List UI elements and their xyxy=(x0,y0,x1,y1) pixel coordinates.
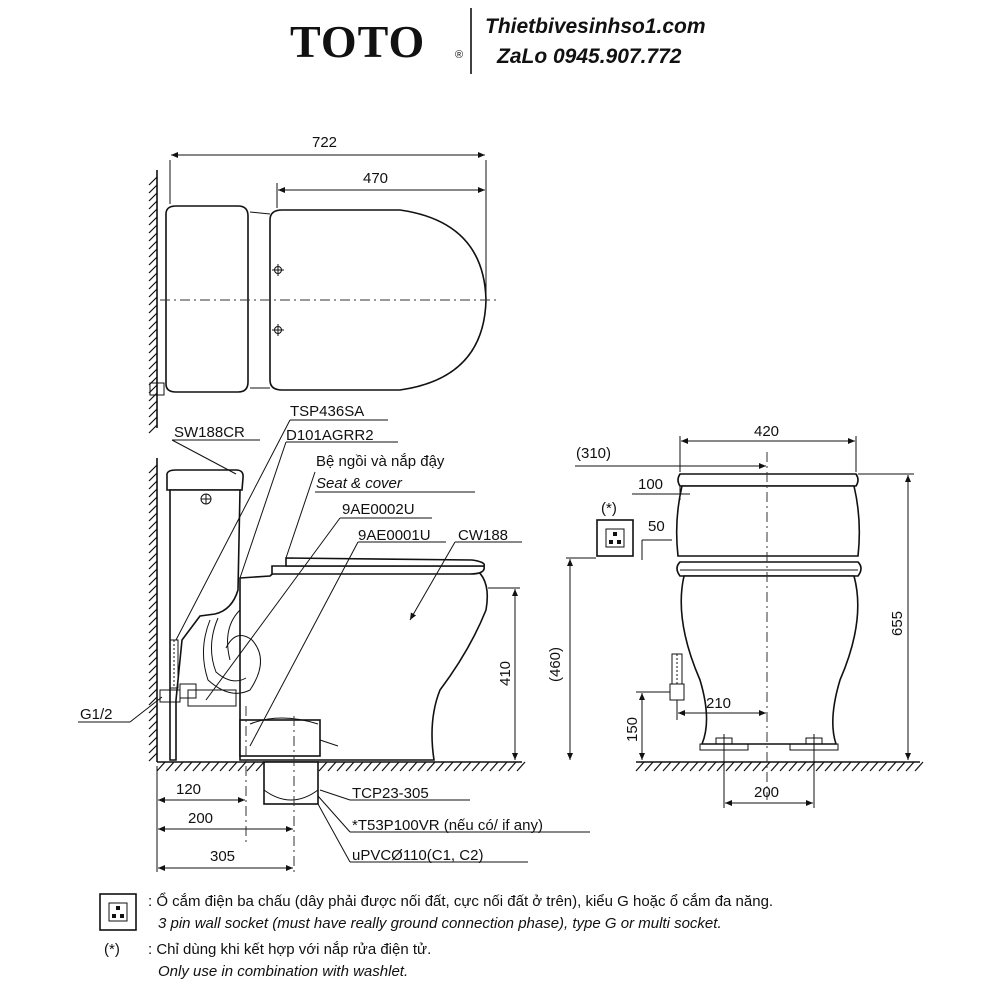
hatch-line xyxy=(149,201,157,209)
hatch-line xyxy=(490,762,498,771)
hatch-line xyxy=(771,762,779,771)
registered-mark: ® xyxy=(455,49,464,61)
hatch-line xyxy=(149,577,157,585)
note-socket-en: 3 pin wall socket (must have really ground connection phase), type G or multi socket. xyxy=(158,915,722,932)
dim-655: 655 xyxy=(889,610,906,636)
hatch-line xyxy=(409,762,417,771)
hatch-line xyxy=(149,529,157,537)
hatch-line xyxy=(149,401,157,409)
hatch-line xyxy=(149,289,157,297)
front-floor-hatch xyxy=(636,762,923,771)
front-tank-lid xyxy=(678,474,858,486)
label-asterisk: (*) xyxy=(601,500,617,517)
hatch-line xyxy=(328,762,336,771)
label-sw188cr: SW188CR xyxy=(174,424,245,441)
hatch-line xyxy=(843,762,851,771)
brand-logo: TOTO xyxy=(290,16,426,67)
dim-50: 50 xyxy=(648,518,665,535)
legend-notes xyxy=(100,892,773,980)
hatch-line xyxy=(149,729,157,737)
hatch-line xyxy=(906,762,914,771)
hatch-line xyxy=(149,321,157,329)
hatch-line xyxy=(149,513,157,521)
hatch-line xyxy=(636,762,644,771)
label-g12: G1/2 xyxy=(80,706,113,723)
dim-210: 210 xyxy=(706,695,732,712)
hatch-line xyxy=(229,762,237,771)
hatch-line xyxy=(149,297,157,305)
hatch-line xyxy=(149,665,157,673)
hatch-line xyxy=(149,425,157,433)
hatch-line xyxy=(346,762,354,771)
hatch-line xyxy=(220,762,228,771)
hatch-line xyxy=(798,762,806,771)
front-view xyxy=(547,423,923,808)
website-text: Thietbivesinhso1.com xyxy=(485,15,706,38)
hatch-line xyxy=(852,762,860,771)
hatch-line xyxy=(672,762,680,771)
side-cover xyxy=(286,558,484,566)
label-9ae0002u: 9AE0002U xyxy=(342,501,415,518)
hatch-line xyxy=(149,185,157,193)
hatch-line xyxy=(149,537,157,545)
hatch-line xyxy=(149,481,157,489)
hatch-line xyxy=(149,569,157,577)
header xyxy=(290,8,706,74)
hatch-line xyxy=(149,601,157,609)
hatch-line xyxy=(149,217,157,225)
hatch-line xyxy=(149,329,157,337)
hatch-line xyxy=(319,762,327,771)
hatch-line xyxy=(149,505,157,513)
label-upvc110: uPVCØ110(C1, C2) xyxy=(352,847,484,864)
hatch-line xyxy=(400,762,408,771)
hatch-line xyxy=(149,657,157,665)
hatch-line xyxy=(149,241,157,249)
hatch-line xyxy=(427,762,435,771)
hatch-line xyxy=(654,762,662,771)
top-tank xyxy=(166,206,248,392)
side-wall-hatch xyxy=(149,465,157,761)
legend-socket-icon xyxy=(100,894,136,930)
hatch-line xyxy=(149,345,157,353)
hatch-line xyxy=(149,593,157,601)
hatch-line xyxy=(175,762,183,771)
hatch-line xyxy=(834,762,842,771)
hatch-line xyxy=(149,313,157,321)
label-d101agrr2: D101AGRR2 xyxy=(286,427,374,444)
hatch-line xyxy=(149,281,157,289)
wall-socket-icon xyxy=(597,520,633,556)
side-outlet-adapter xyxy=(240,720,320,756)
label-9ae0001u: 9AE0001U xyxy=(358,527,431,544)
label-t53p100vr: *T53P100VR (nếu có/ if any) xyxy=(352,817,543,834)
hatch-line xyxy=(149,361,157,369)
hatch-line xyxy=(481,762,489,771)
hatch-line xyxy=(149,641,157,649)
hatch-line xyxy=(735,762,743,771)
zalo-text: ZaLo 0945.907.772 xyxy=(497,45,682,68)
hatch-line xyxy=(149,617,157,625)
hatch-line xyxy=(256,762,264,771)
hatch-line xyxy=(517,762,525,771)
hatch-line xyxy=(149,545,157,553)
hatch-line xyxy=(149,233,157,241)
hatch-line xyxy=(744,762,752,771)
dim-310: (310) xyxy=(576,445,612,462)
label-tcp23-305: TCP23-305 xyxy=(352,785,429,802)
hatch-line xyxy=(726,762,734,771)
hatch-line xyxy=(337,762,345,771)
hatch-line xyxy=(149,689,157,697)
hatch-line xyxy=(149,369,157,377)
note-washlet-vi: : Chỉ dùng khi kết hợp với nắp rửa điện tử. xyxy=(148,941,432,958)
hatch-line xyxy=(149,497,157,505)
hatch-line xyxy=(825,762,833,771)
label-seat-en: Seat & cover xyxy=(316,475,402,492)
hatch-line xyxy=(149,209,157,217)
side-view xyxy=(78,403,590,872)
hatch-line xyxy=(211,762,219,771)
hatch-line xyxy=(149,673,157,681)
hatch-line xyxy=(753,762,761,771)
note-washlet-en: Only use in combination with washlet. xyxy=(158,963,409,980)
hatch-line xyxy=(888,762,896,771)
hatch-line xyxy=(149,177,157,185)
hatch-line xyxy=(149,633,157,641)
hatch-line xyxy=(149,465,157,473)
dim-100: 100 xyxy=(638,476,664,493)
dim-150: 150 xyxy=(624,716,641,742)
top-view xyxy=(149,134,498,433)
hatch-line xyxy=(663,762,671,771)
hatch-line xyxy=(508,762,516,771)
hatch-line xyxy=(149,473,157,481)
dim-470: 470 xyxy=(363,170,389,187)
hatch-line xyxy=(149,489,157,497)
side-tank xyxy=(170,490,240,760)
hatch-line xyxy=(149,273,157,281)
label-seat-vi: Bệ ngồi và nắp đậy xyxy=(316,453,445,470)
front-seat xyxy=(677,562,861,576)
hatch-line xyxy=(149,553,157,561)
hatch-line xyxy=(445,762,453,771)
hatch-line xyxy=(149,521,157,529)
hatch-line xyxy=(355,762,363,771)
hatch-line xyxy=(915,762,923,771)
hatch-line xyxy=(499,762,507,771)
hatch-line xyxy=(816,762,824,771)
side-tank-lid xyxy=(167,470,243,490)
hatch-line xyxy=(193,762,201,771)
hatch-line xyxy=(780,762,788,771)
dim-420: 420 xyxy=(754,423,780,440)
hatch-line xyxy=(391,762,399,771)
hatch-line xyxy=(708,762,716,771)
hatch-line xyxy=(184,762,192,771)
front-inlet-valve xyxy=(670,654,684,700)
hatch-line xyxy=(897,762,905,771)
hatch-line xyxy=(149,745,157,753)
side-drain-pipe xyxy=(264,762,318,804)
hatch-line xyxy=(463,762,471,771)
flush-button-icon xyxy=(201,494,211,504)
dim-410: 410 xyxy=(497,660,514,686)
hatch-line xyxy=(149,249,157,257)
hatch-line xyxy=(149,561,157,569)
note-socket-vi: : Ổ cắm điện ba chấu (dây phải được nối đất, cực nối đất ở trên), kiểu G hoặc ổ cắm đa năng. xyxy=(148,893,774,910)
hatch-line xyxy=(157,762,165,771)
dim-722: 722 xyxy=(312,134,338,151)
hatch-line xyxy=(454,762,462,771)
dim-120: 120 xyxy=(176,781,202,798)
hatch-line xyxy=(149,681,157,689)
label-tsp436sa: TSP436SA xyxy=(290,403,365,420)
front-tank xyxy=(677,486,860,556)
hatch-line xyxy=(149,417,157,425)
hatch-line xyxy=(149,721,157,729)
hatch-line xyxy=(149,257,157,265)
hatch-line xyxy=(149,737,157,745)
hatch-line xyxy=(149,625,157,633)
dim-front-200: 200 xyxy=(754,784,780,801)
hatch-line xyxy=(149,193,157,201)
hatch-line xyxy=(149,609,157,617)
hatch-line xyxy=(861,762,869,771)
hatch-line xyxy=(418,762,426,771)
dim-200: 200 xyxy=(188,810,214,827)
label-cw188: CW188 xyxy=(458,527,509,544)
hatch-line xyxy=(870,762,878,771)
hatch-line xyxy=(149,353,157,361)
hatch-line xyxy=(202,762,210,771)
note-asterisk: (*) xyxy=(104,941,120,958)
hatch-line xyxy=(149,265,157,273)
hatch-line xyxy=(149,753,157,761)
hatch-line xyxy=(472,762,480,771)
hatch-line xyxy=(645,762,653,771)
dim-305: 305 xyxy=(210,848,236,865)
hatch-line xyxy=(789,762,797,771)
hatch-line xyxy=(762,762,770,771)
hatch-line xyxy=(681,762,689,771)
front-pedestal xyxy=(681,576,858,744)
hatch-line xyxy=(436,762,444,771)
dim-460: (460) xyxy=(547,646,564,682)
hatch-line xyxy=(149,305,157,313)
hatch-line xyxy=(149,649,157,657)
hatch-line xyxy=(149,585,157,593)
side-floor-hatch xyxy=(157,762,525,771)
hatch-line xyxy=(149,409,157,417)
hatch-line xyxy=(149,225,157,233)
hatch-line xyxy=(149,337,157,345)
hatch-line xyxy=(238,762,246,771)
hatch-line xyxy=(879,762,887,771)
hatch-line xyxy=(373,762,381,771)
hatch-line xyxy=(364,762,372,771)
hatch-line xyxy=(247,762,255,771)
hatch-line xyxy=(699,762,707,771)
hatch-line xyxy=(382,762,390,771)
hatch-line xyxy=(166,762,174,771)
hatch-line xyxy=(690,762,698,771)
hatch-line xyxy=(149,713,157,721)
